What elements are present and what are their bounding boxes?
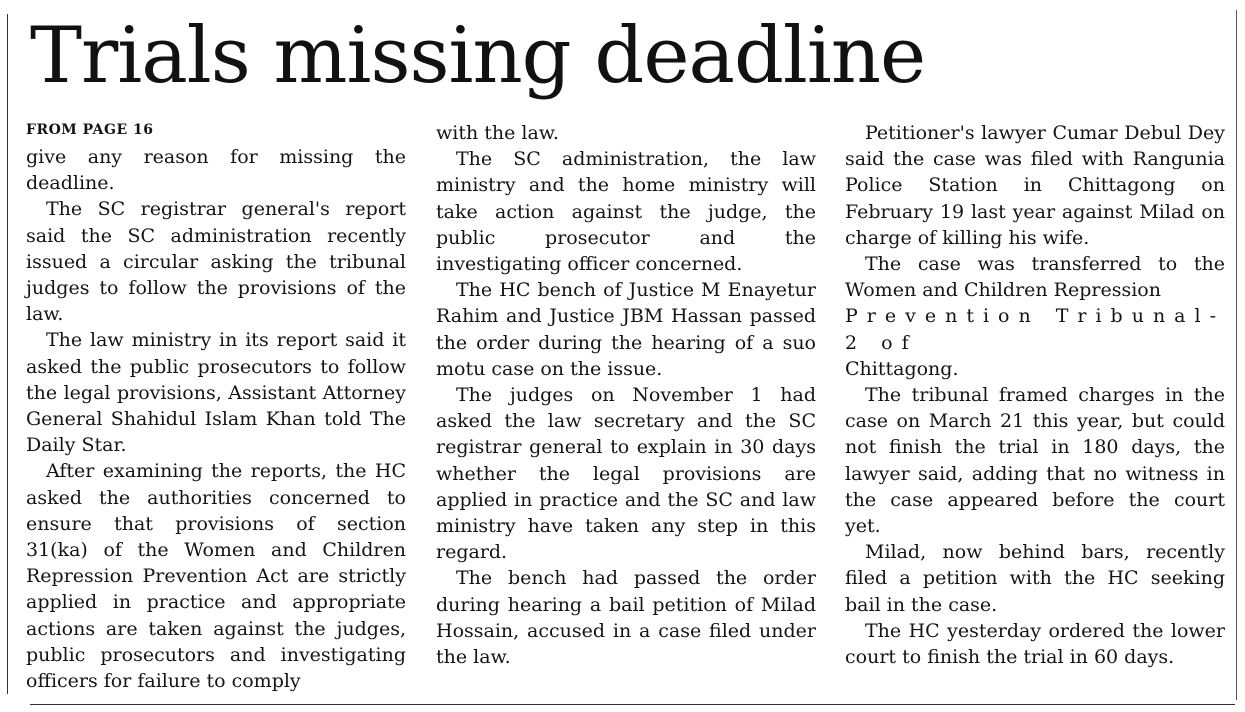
bottom-rule bbox=[30, 704, 1235, 705]
paragraph: The judges on November 1 had asked the law secretary and the SC registrar general to explain in 30 days whether the legal provisions are applied in practice and the SC and law ministry have taken any step in this regard. bbox=[436, 384, 816, 564]
kicker-from-page: FROM PAGE 16 bbox=[26, 122, 154, 138]
paragraph: The law ministry in its report said it asked the public prosecutors to follow the legal provisions, Assistant Attorney General Shahidul Islam Khan told The Daily Star. bbox=[26, 329, 406, 457]
paragraph: The SC registrar general's report said the SC administration recently issued a circular asking the tribunal judges to follow the provisions of the law. bbox=[26, 198, 406, 326]
paragraph: The tribunal framed charges in the case on March 21 this year, but could not finish the trial in 180 days, the lawyer said, adding that no witness in the case appeared before the court yet. bbox=[845, 384, 1225, 538]
paragraph: Petitioner's lawyer Cumar Debul Dey said the case was filed with Rangunia Police Station in Chittagong on February 19 last year against Milad on charge of killing his wife. bbox=[845, 122, 1225, 249]
paragraph: The SC administration, the law ministry and the home ministry will take action against the judge, the public prosecutor and the investigating officer concerned. bbox=[436, 148, 816, 276]
paragraph-line: Chittagong. bbox=[845, 357, 959, 380]
paragraph: give any reason for missing the deadline. bbox=[26, 146, 406, 195]
paragraph: The case was transferred to the Women and Children Repression bbox=[845, 253, 1225, 302]
paragraph: After examining the reports, the HC asked the authorities concerned to ensure that provisions of section 31(ka) of the Women and Children Repression Prevention Act are strictly applied in practice and appropriate actions are taken against the judges, public prosecutors and investigating officers for failure to comply bbox=[26, 460, 406, 693]
paragraph: Milad, now behind bars, recently filed a petition with the HC seeking bail in the case. bbox=[845, 541, 1225, 616]
paragraph: The bench had passed the order during hearing a bail petition of Milad Hossain, accused in a case filed under the law. bbox=[436, 567, 816, 669]
paragraph: with the law. bbox=[436, 122, 559, 144]
article-column-2 bbox=[436, 120, 816, 670]
article-column-1 bbox=[26, 120, 406, 694]
headline: Trials missing deadline bbox=[30, 11, 926, 101]
paragraph: The HC yesterday ordered the lower court to finish the trial in 60 days. bbox=[845, 619, 1225, 669]
right-column-rule bbox=[1236, 10, 1237, 700]
paragraph-line-spaced: Prevention Tribunal-2 of bbox=[845, 305, 1225, 354]
left-column-rule bbox=[7, 14, 8, 694]
article-column-3 bbox=[845, 120, 1225, 670]
paragraph: The HC bench of Justice M Enayetur Rahim and Justice JBM Hassan passed the order during the hearing of a suo motu case on the issue. bbox=[436, 279, 816, 380]
